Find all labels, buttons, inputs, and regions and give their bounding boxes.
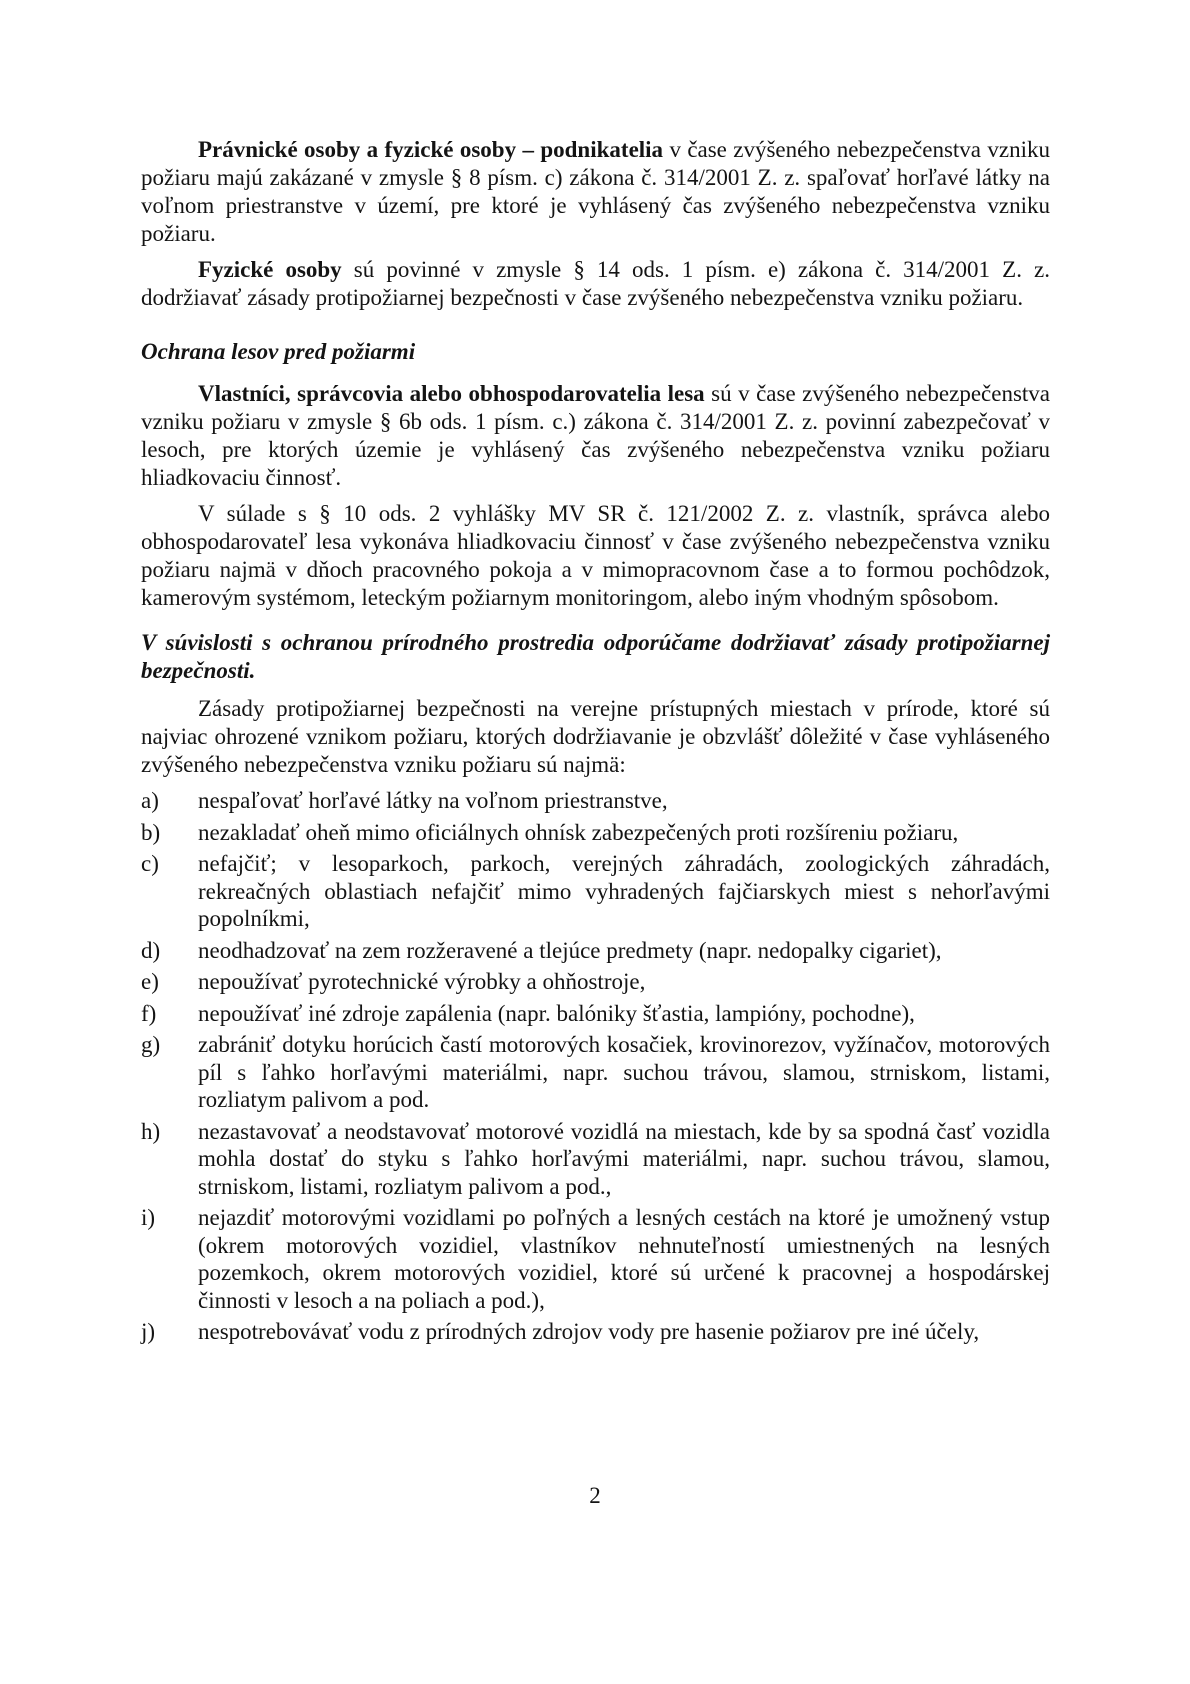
- list-item-b: [141, 819, 1050, 847]
- list-item-g: [141, 1031, 1050, 1114]
- para-forest-owners-lead-bold: Vlastníci, správcovia alebo obhospodarovatelia lesa: [198, 381, 705, 406]
- list-item-a: [141, 787, 1050, 815]
- list-item-g-text: zabrániť dotyku horúcich častí motorových kosačiek, krovinorezov, vyžínačov, motorových píl s ľahko horľavými materiálmi, napr. suchou trávou, slamou, strniskom, listami, rozliatym palivom a pod.: [198, 1032, 1050, 1112]
- list-item-e: [141, 968, 1050, 996]
- para-natural-persons-lead-bold: Fyzické osoby: [198, 257, 342, 282]
- list-item-g-label: g): [141, 1032, 161, 1057]
- list-item-e-label: e): [141, 969, 159, 994]
- list-item-d: [141, 937, 1050, 965]
- para-forest-owners-text: sú v čase zvýšeného nebezpečenstva vzniku požiaru v zmysle § 6b ods. 1 písm. c.) zákona č. 314/2001 Z. z. povinní zabezpečovať v lesoch, pre ktorých územie je vyhlásený čas zvýšeného nebezpečenstva vzniku požiaru hliadkovaciu činnosť.: [141, 381, 1051, 490]
- list-item-f-text: nepoužívať iné zdroje zapálenia (napr. balóniky šťastia, lampióny, pochodne),: [198, 1000, 915, 1026]
- list-item-j-text: nespotrebovávať vodu z prírodných zdrojov vody pre hasenie požiarov pre iné účely,: [198, 1319, 980, 1344]
- list-item-h: [141, 1118, 1050, 1201]
- list-item-d-text: neodhadzovať na zem rozžeravené a tlejúce predmety (napr. nedopalky cigariet),: [198, 937, 942, 963]
- principles-list: [141, 787, 1050, 1346]
- para-natural-persons: [141, 256, 1050, 312]
- list-item-i-text: nejazdiť motorovými vozidlami po poľných a lesných cestách na ktoré je umožnený vstup (okrem motorových vozidiel, vlastníkov nehnuteľností umiestnených na lesných pozemkoch, okrem motorových vozidiel, ktoré sú určené k pracovnej a hospodárskej činnosti v lesoch a na poliach a pod.),: [198, 1205, 1050, 1313]
- page-number: 2: [589, 1483, 601, 1508]
- list-item-j: [141, 1318, 1050, 1346]
- list-item-i-label: i): [141, 1205, 156, 1230]
- list-item-a-text: nespaľovať horľavé látky na voľnom priestranstve,: [198, 788, 668, 813]
- list-item-a-label: a): [141, 788, 159, 813]
- list-item-c-text: nefajčiť; v lesoparkoch, parkoch, verejných záhradách, zoologických záhradách, rekreačných oblastiach nefajčiť mimo vyhradených fajčiarskych miest s nehorľavými popolníkmi,: [198, 851, 1050, 931]
- list-item-b-label: b): [141, 819, 161, 845]
- list-item-b-text: nezakladať oheň mimo oficiálnych ohnísk zabezpečených proti rozšíreniu požiaru,: [198, 819, 959, 845]
- list-item-h-label: h): [141, 1118, 161, 1144]
- para-legal-entities-lead-bold: Právnické osoby a fyzické osoby – podnikatelia: [198, 137, 664, 162]
- list-item-c-label: c): [141, 851, 159, 876]
- list-item-c: [141, 850, 1050, 933]
- section-heading-environment: V súvislosti s ochranou prírodného prostredia odporúčame dodržiavať zásady protipožiarnej bezpečnosti.: [141, 630, 1050, 683]
- list-item-d-label: d): [141, 937, 161, 963]
- list-item-f: [141, 1000, 1050, 1028]
- list-item-i: [141, 1204, 1050, 1314]
- para-legal-entities-text: v čase zvýšeného nebezpečenstva vzniku požiaru majú zakázané v zmysle § 8 písm. c) zákona č. 314/2001 Z. z. spaľovať horľavé látky na voľnom priestranstve v území, pre ktoré je vyhlásený čas zvýšeného nebezpečenstva vzniku požiaru.: [141, 137, 1050, 246]
- para-forest-owners: [141, 380, 1050, 492]
- section-heading-forest-protection: Ochrana lesov pred požiarmi: [141, 339, 416, 364]
- list-item-e-text: nepoužívať pyrotechnické výrobky a ohňostroje,: [198, 969, 646, 994]
- list-item-j-label: j): [141, 1319, 156, 1344]
- para-legal-entities: [141, 136, 1050, 248]
- list-item-f-label: f): [141, 1000, 157, 1026]
- para-principles-intro: Zásady protipožiarnej bezpečnosti na verejne prístupných miestach v prírode, ktoré sú najviac ohrozené vznikom požiaru, ktorých dodržiavanie je obzvlášť dôležité v čase vyhláseného zvýšeného nebezpečenstva vzniku požiaru sú najmä:: [141, 696, 1050, 777]
- list-item-h-text: nezastavovať a neodstavovať motorové vozidlá na miestach, kde by sa spodná časť vozidla mohla dostať do styku s ľahko horľavými materiálmi, napr. suchou trávou, slamou, strniskom, listami, rozliatym palivom a pod.,: [198, 1118, 1050, 1199]
- para-natural-persons-text: sú povinné v zmysle § 14 ods. 1 písm. e) zákona č. 314/2001 Z. z. dodržiavať zásady protipožiarnej bezpečnosti v čase zvýšeného nebezpečenstva vzniku požiaru.: [141, 257, 1050, 310]
- para-patrol-activity: V súlade s § 10 ods. 2 vyhlášky MV SR č. 121/2002 Z. z. vlastník, správca alebo obhospodarovateľ lesa vykonáva hliadkovaciu činnosť v čase zvýšeného nebezpečenstva vzniku požiaru najmä v dňoch pracovného pokoja a v mimopracovnom čase a to formou pochôdzok, kamerovým systémom, leteckým požiarnym monitoringom, alebo iným vhodným spôsobom.: [141, 501, 1050, 610]
